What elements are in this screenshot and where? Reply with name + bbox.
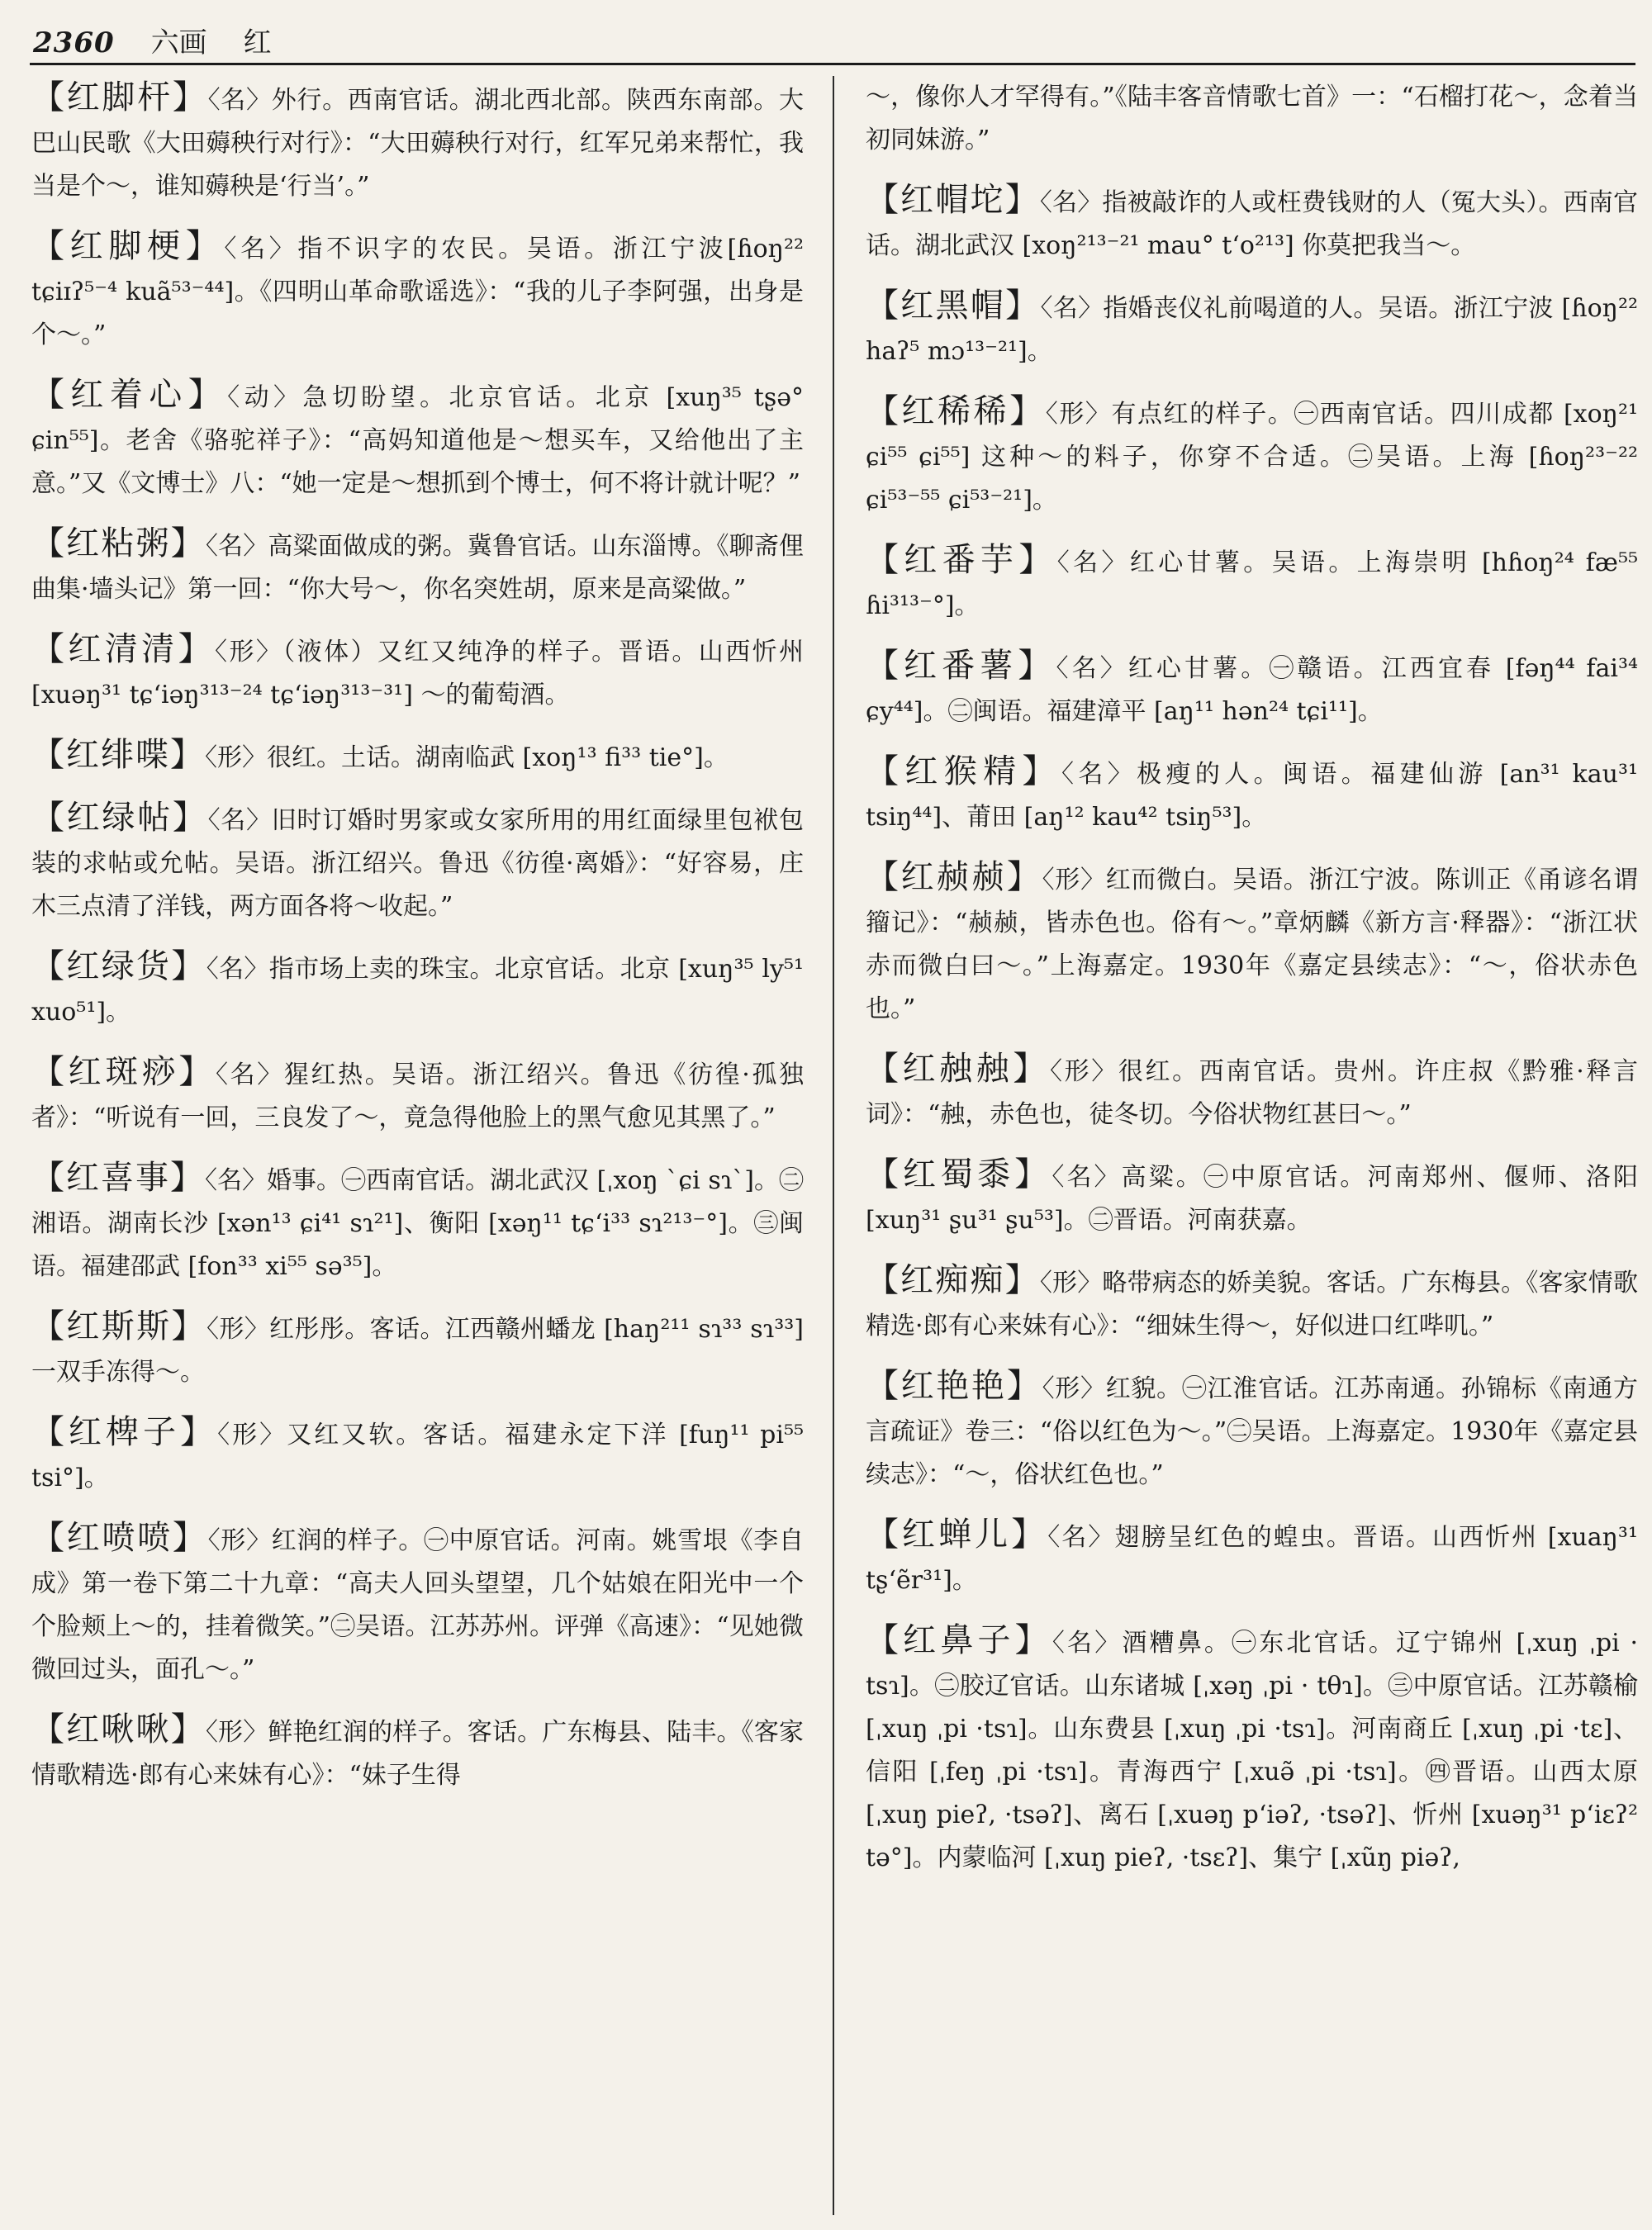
entry-definition: 〈形〉很红。西南官话。贵州。许庄叔《黔雅·释言词》：“赨，赤色也，徒冬切。今俗状物红甚曰～。” <box>866 1057 1638 1129</box>
entry-definition: 〈形〉红而微白。吴语。浙江宁波。陈训正《甬谚名谓籀记》：“赪赪，皆赤色也。俗有～。”章炳麟《新方言·释器》：“浙江状赤而微白曰～。”上海嘉定。1930年《嘉定县续志》：“～，俗状赤色也。” <box>866 866 1638 1023</box>
entry-definition: 〈名〉旧时订婚时男家或女家所用的用红面绿里包袱包装的求帖或允帖。吴语。浙江绍兴。鲁迅《彷徨·离婚》：“好容易，庄木三点清了洋钱，两方面各将～收起。” <box>31 806 804 921</box>
dictionary-entry <box>31 522 804 611</box>
entry-headword: 【红斯斯】 <box>31 1307 206 1345</box>
entry-definition: 〈形〉（液体）又红又纯净的样子。晋语。山西忻州 [xuəŋ³¹ tɕʻiəŋ³¹³⁻²⁴ tɕʻiəŋ³¹³⁻³¹] ～的葡萄酒。 <box>31 638 804 709</box>
dictionary-entry <box>866 644 1638 733</box>
entry-definition: 〈名〉外行。西南官话。湖北西北部。陕西东南部。大巴山民歌《大田薅秧行对行》：“大田薅秧行对行，红军兄弟来帮忙，我当是个～，谁知薅秧是‘行当’。” <box>31 86 804 201</box>
entry-headword: 【红着心】 <box>31 376 228 414</box>
entry-definition: 〈形〉略带病态的娇美貌。客话。广东梅县。《客家情歌精选·郎有心来妹有心》：“细妹生得～，好似进口红哔叽。” <box>866 1269 1638 1340</box>
dictionary-entry <box>866 1513 1638 1602</box>
entry-headword: 【红稀稀】 <box>866 392 1046 430</box>
dictionary-entry <box>31 1156 804 1288</box>
entry-definition: 〈名〉婚事。㊀西南官话。湖北武汉 [ˌxoŋ ˋɕi sɿˋ]。㊁湘语。湖南长沙 [xən¹³ ɕi⁴¹ sɿ²¹]、衡阳 [xəŋ¹¹ tɕʻi³³ sɿ²¹³⁻°]。㊂闽语。福建邵武 [fon³³ xi⁵⁵ sə³⁵]。 <box>31 1166 804 1281</box>
left-column <box>31 76 804 2215</box>
dictionary-entry <box>866 1259 1638 1348</box>
entry-headword: 【红鼻子】 <box>866 1621 1052 1659</box>
dictionary-entry <box>866 76 1638 162</box>
entry-definition: 〈名〉极瘦的人。闽语。福建仙游 [an³¹ kau³¹ tsiŋ⁴⁴]、莆田 [aŋ¹² kau⁴² tsiŋ⁵³]。 <box>866 760 1638 832</box>
dictionary-entry <box>31 796 804 928</box>
dictionary-entry <box>866 750 1638 839</box>
column-divider <box>833 76 834 2215</box>
dictionary-entry <box>866 1364 1638 1497</box>
dictionary-entry <box>31 225 804 357</box>
entry-headword: 【红绯喋】 <box>31 736 205 774</box>
dictionary-entry <box>31 628 804 717</box>
dictionary-entry <box>31 1516 804 1691</box>
dictionary-entry <box>31 945 804 1034</box>
entry-definition: 〈形〉有点红的样子。㊀西南官话。四川成都 [xoŋ²¹ ɕi⁵⁵ ɕi⁵⁵] 这种～的料子，你穿不合适。㊁吴语。上海 [ɦoŋ²³⁻²² ɕi⁵³⁻⁵⁵ ɕi⁵³⁻²¹]。 <box>866 400 1638 515</box>
entry-definition: 〈名〉指婚丧仪礼前喝道的人。吴语。浙江宁波 [ɦoŋ²² haʔ⁵ mɔ¹³⁻²¹]。 <box>866 294 1638 366</box>
entry-definition: 〈形〉鲜艳红润的样子。客话。广东梅县、陆丰。《客家情歌精选·郎有心来妹有心》：“妹子生得 <box>31 1718 804 1790</box>
entry-definition: 〈形〉又红又软。客话。福建永定下洋 [fuŋ¹¹ pi⁵⁵ tsi°]。 <box>31 1421 804 1492</box>
section-label: 六画 <box>150 26 207 59</box>
page-number: 2360 <box>33 26 115 59</box>
dictionary-entry <box>31 1708 804 1797</box>
header-rule <box>30 63 1635 65</box>
entry-headword: 【红斑痧】 <box>31 1053 216 1091</box>
entry-headword: 【红脚杆】 <box>31 78 208 116</box>
dictionary-entry <box>31 1051 804 1140</box>
entry-headword: 【红赪赪】 <box>866 858 1042 896</box>
entry-definition: 〈名〉猩红热。吴语。浙江绍兴。鲁迅《彷徨·孤独者》：“听说有一回，三良发了～，竟急得他脸上的黑气愈见其黑了。” <box>31 1060 804 1132</box>
dictionary-entry <box>31 76 804 208</box>
dictionary-entry <box>866 1153 1638 1242</box>
entry-headword: 【红黑帽】 <box>866 287 1041 325</box>
entry-headword: 【红绿货】 <box>31 947 206 985</box>
dictionary-entry <box>866 1619 1638 1880</box>
entry-headword: 【红帽坨】 <box>866 181 1040 219</box>
entry-headword: 【红啾啾】 <box>31 1710 206 1748</box>
dictionary-entry <box>31 733 804 780</box>
entry-headword: 【红痴痴】 <box>866 1261 1040 1299</box>
entry-definition: 〈形〉很红。土话。湖南临武 [xoŋ¹³ fi³³ tie°]。 <box>205 743 729 772</box>
dictionary-entry <box>31 373 804 505</box>
entry-headword: 【红清清】 <box>31 630 216 668</box>
entry-headword: 【红脚梗】 <box>31 227 225 265</box>
entry-headword: 【红喷喷】 <box>31 1519 208 1557</box>
entry-headword: 【红粘粥】 <box>31 524 206 562</box>
entry-definition: 〈形〉红彤彤。客话。江西赣州蟠龙 [haŋ²¹¹ sɿ³³ sɿ³³] 一双手冻得～。 <box>31 1315 804 1387</box>
dictionary-entry <box>866 390 1638 522</box>
entry-headword: 【红绿帖】 <box>31 799 208 837</box>
dictionary-entry <box>866 539 1638 628</box>
dictionary-entry <box>866 856 1638 1031</box>
entry-headword: 【红蜀黍】 <box>866 1155 1052 1193</box>
entry-headword: 【红椑子】 <box>31 1413 218 1451</box>
entry-definition: 〈形〉红貌。㊀江淮官话。江苏南通。孙锦标《南通方言疏证》卷三：“俗以红色为～。”㊁吴语。上海嘉定。1930年《嘉定县续志》：“～，俗状红色也。” <box>866 1374 1638 1489</box>
entry-definition: 〈形〉红润的样子。㊀中原官话。河南。姚雪垠《李自成》第一卷下第二十九章：“高夫人回头望望，几个姑娘在阳光中一个个脸颊上～的，挂着微笑。”㊁吴语。江苏苏州。评弹《高速》：“见她微微回过头，面孔～。” <box>31 1526 804 1684</box>
entry-definition: 〈名〉酒糟鼻。㊀东北官话。辽宁锦州 [ˌxuŋ ˌpi · tsɿ]。㊁胶辽官话。山东诸城 [ˌxəŋ ˌpi · tθɿ]。㊂中原官话。江苏赣榆 [ˌxuŋ ˌpi ·tsɿ]。山东费县 [ˌxuŋ ˌpi ·tsɿ]。河南商丘 [ˌxuŋ ˌpi ·tɛ]、信阳 [ˌfeŋ ˌpi ·tsɿ]。青海西宁 [ˌxuə̃ ˌpi ·tsɿ]。㊃晋语。山西太原 [ˌxuŋ pieʔ, ·tsəʔ]、离石 [ˌxuəŋ pʻiəʔ, ·tsəʔ]、忻州 [xuəŋ³¹ pʻiɛʔ² tə°]。内蒙临河 [ˌxuŋ pieʔ, ·tsɛʔ]、集宁 [ˌxũŋ piəʔ, <box>866 1629 1638 1872</box>
entry-definition: 〈名〉指被敲诈的人或枉费钱财的人（冤大头）。西南官话。湖北武汉 [xoŋ²¹³⁻²¹ mau° tʻo²¹³] 你莫把我当～。 <box>866 188 1638 260</box>
entry-definition: 〈名〉红心甘薯。㊀赣语。江西宜春 [fəŋ⁴⁴ fai³⁴ ɕy⁴⁴]。㊁闽语。福建漳平 [aŋ¹¹ hən²⁴ tɕi¹¹]。 <box>866 654 1638 726</box>
entry-definition: 〈名〉翅膀呈红色的蝗虫。晋语。山西忻州 [xuaŋ³¹ tʂʻẽr³¹]。 <box>866 1523 1638 1595</box>
dictionary-entry <box>31 1411 804 1500</box>
entry-headword: 【红番薯】 <box>866 647 1056 685</box>
entry-definition: 〈名〉高粱。㊀中原官话。河南郑州、偃师、洛阳 [xuŋ³¹ ʂu³¹ ʂu⁵³]。㊁晋语。河南获嘉。 <box>866 1163 1638 1235</box>
entry-definition: 〈名〉指市场上卖的珠宝。北京官话。北京 [xuŋ³⁵ ly⁵¹ xuo⁵¹]。 <box>31 955 804 1027</box>
dictionary-entry <box>866 284 1638 373</box>
entry-headword: 【红艳艳】 <box>866 1367 1042 1405</box>
entry-headword: 【红番芋】 <box>866 541 1057 579</box>
entry-headword: 【红蝉儿】 <box>866 1516 1048 1554</box>
radical-label: 红 <box>243 26 277 59</box>
entry-definition: ～，像你人才罕得有。”《陆丰客音情歌七首》一：“石榴打花～，念着当初同妹游。” <box>866 83 1638 154</box>
running-head <box>33 23 1619 59</box>
entry-definition: 〈动〉急切盼望。北京官话。北京 [xuŋ³⁵ tʂə° ɕin⁵⁵]。老舍《骆驼祥子》：“高妈知道他是～想买车，又给他出了主意。”又《文博士》八：“她一定是～想抓到个博士，何不将计就计呢？” <box>31 383 804 498</box>
entry-definition: 〈名〉高粱面做成的粥。冀鲁官话。山东淄博。《聊斋俚曲集·墙头记》第一回：“你大号～，你名突姓胡，原来是高粱做。” <box>31 532 804 604</box>
dictionary-entry <box>31 1305 804 1394</box>
right-column <box>866 76 1638 2215</box>
entry-definition: 〈名〉指不识字的农民。吴语。浙江宁波[ɦoŋ²² tɕiɪʔ⁵⁻⁴ kuã⁵³⁻⁴⁴]。《四明山革命歌谣选》：“我的儿子李阿强，出身是个～。” <box>31 235 804 349</box>
dictionary-entry <box>866 178 1638 268</box>
entry-definition: 〈名〉红心甘薯。吴语。上海崇明 [hɦoŋ²⁴ fæ⁵⁵ ɦi³¹³⁻°]。 <box>866 548 1638 620</box>
entry-headword: 【红喜事】 <box>31 1159 206 1197</box>
entry-headword: 【红赨赨】 <box>866 1050 1051 1088</box>
dictionary-entry <box>866 1047 1638 1136</box>
entry-headword: 【红猴精】 <box>866 752 1061 790</box>
